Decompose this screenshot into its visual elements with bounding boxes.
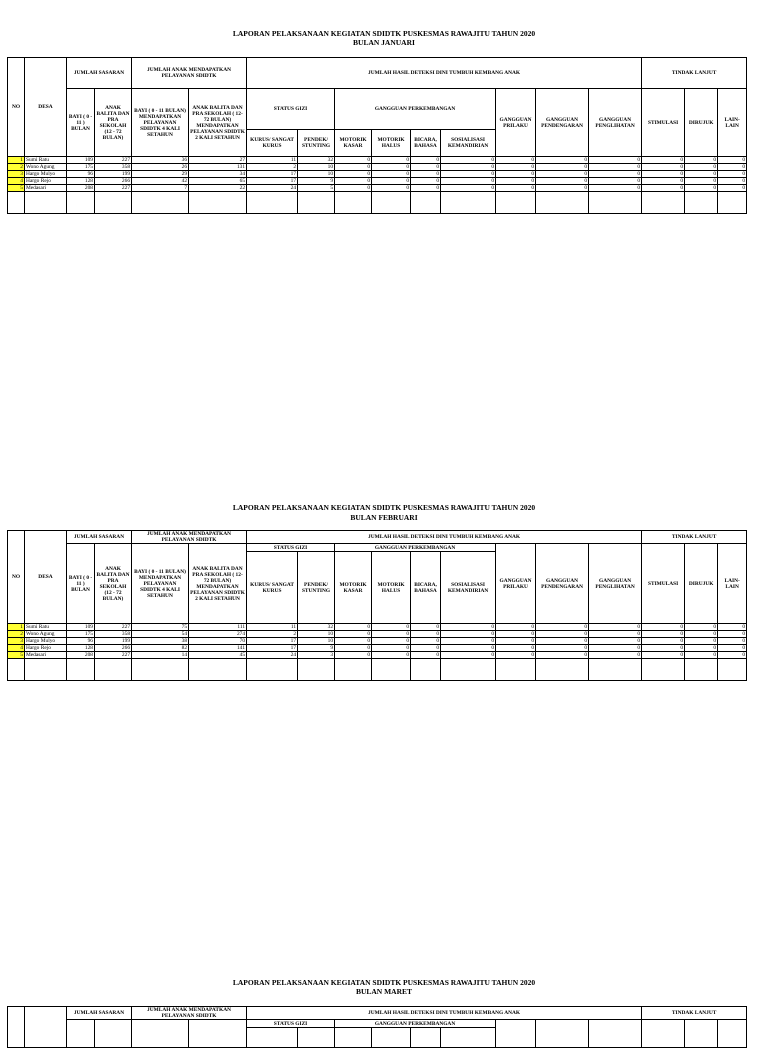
col-dirujuk: DIRUJUK [685,89,718,157]
table-cell: 0 [335,164,372,171]
table-cell: 75 [132,624,189,631]
table-cell: 0 [335,645,372,652]
group-deteksi: JUMLAH HASIL DETEKSI DINI TUMBUH KEMBANG ANAK [247,531,642,544]
table-cell: 0 [496,638,536,645]
table-cell: 274 [189,631,247,638]
table-cell: 208 [67,185,95,192]
village-name: Hargo Rejo [25,645,67,652]
col-bicara: BICARA, BAHASA [411,130,441,157]
col-bayi: BAYI ( 0 - 11 ) BULAN [67,89,95,157]
table-body [8,157,747,192]
col-pendengaran: GANGGUAN PENDENGARAN [536,544,589,624]
col-prilaku: GANGGUAN PRILAKU [496,89,536,157]
table-cell: 54 [132,631,189,638]
table-cell: 175 [67,631,95,638]
table-cell: 0 [411,164,441,171]
table-cell: 42 [132,178,189,185]
table-cell: 0 [441,185,496,192]
table-cell: 199 [95,171,132,178]
group-deteksi: JUMLAH HASIL DETEKSI DINI TUMBUH KEMBANG ANAK [247,58,642,89]
table-cell: 0 [536,638,589,645]
village-name: Hargo Mulyo [25,171,67,178]
table-cell: 38 [132,638,189,645]
table-cell: 0 [372,178,411,185]
table-cell: 0 [441,164,496,171]
village-name: Sumi Ratu [25,157,67,164]
group-jumlah-sasaran: JUMLAH SASARAN [67,531,132,544]
table-cell: 0 [536,645,589,652]
table-cell: 0 [589,178,642,185]
table-cell: 0 [718,645,747,652]
table-cell: 65 [189,178,247,185]
table-cell: 0 [441,171,496,178]
table-cell: 0 [335,624,372,631]
table-cell: 0 [589,164,642,171]
table-cell: 0 [335,631,372,638]
report-month: BULAN MARET [355,987,413,996]
table-cell: 0 [536,157,589,164]
table-cell: 227 [95,157,132,164]
group-jumlah-sasaran: JUMLAH SASARAN [67,58,132,89]
col-balita-dapat: ANAK BALITA DAN PRA SEKOLAH ( 12- 72 BULAN) MENDAPATKAN PELAYANAN SDIDTK 2 KALI SETAHUN [189,544,247,624]
col-sosialisasi: SOSIALISASI KEMANDIRIAN [441,130,496,157]
table-cell: 0 [718,631,747,638]
table-cell: 0 [372,164,411,171]
sdidtk-table [7,1006,747,1048]
table-cell: 0 [642,652,685,659]
empty-row [8,659,747,681]
table-cell: 141 [189,645,247,652]
table-cell: 34 [189,171,247,178]
table-cell: 0 [685,645,718,652]
table-cell: 0 [441,157,496,164]
table-cell: 32 [298,157,335,164]
table-cell: 0 [589,638,642,645]
row-number: 4 [8,178,25,185]
col-motorik-halus: MOTORIK HALUS [372,130,411,157]
col-penglihatan: GANGGUAN PENGLIHATAN [589,544,642,624]
table-cell: 0 [536,171,589,178]
table-cell: 0 [496,171,536,178]
table-cell: 0 [642,624,685,631]
table-cell: 11 [247,157,298,164]
col-motorik-kasar: MOTORIK KASAR [335,552,372,624]
table-cell: 0 [335,185,372,192]
col-no: NO [8,531,25,624]
table-row [8,185,747,192]
table-cell: 227 [95,185,132,192]
table-cell: 0 [411,178,441,185]
table-row [8,645,747,652]
table-cell: 175 [67,164,95,171]
report-title: LAPORAN PELAKSANAAN KEGIATAN SDIDTK PUSKESMAS RAWAJITU TAHUN 2020 [232,503,536,512]
col-motorik-kasar: MOTORIK KASAR [335,130,372,157]
table-cell: 0 [372,638,411,645]
table-cell: 96 [67,638,95,645]
table-cell: 358 [95,631,132,638]
table-cell: 0 [536,631,589,638]
table-row [8,164,747,171]
group-status-gizi: STATUS GIZI [247,544,335,552]
empty-row [8,192,747,214]
group-tindak-lanjut: TINDAK LANJUT [642,531,747,544]
table-cell: 0 [411,157,441,164]
table-cell: 109 [67,624,95,631]
table-cell: 5 [298,185,335,192]
col-bayi-dapat: BAYI ( 0 - 11 BULAN) MENDAPATKAN PELAYANAN SDIDTK 4 KALI SETAHUN [132,89,189,157]
table-cell: 0 [536,652,589,659]
table-cell: 208 [67,652,95,659]
col-desa: DESA [25,58,67,157]
village-name: Sumi Ratu [25,624,67,631]
table-cell: 36 [132,157,189,164]
group-status-gizi: STATUS GIZI [247,1020,335,1028]
table-cell: 0 [496,631,536,638]
table-cell: 0 [496,185,536,192]
table-cell: 0 [718,624,747,631]
col-bayi: BAYI ( 0 - 11 ) BULAN [67,544,95,624]
table-cell: 14 [132,652,189,659]
table-row [8,624,747,631]
table-cell: 0 [642,164,685,171]
sdidtk-table [7,530,747,681]
table-row [8,178,747,185]
table-cell: 0 [372,631,411,638]
col-desa: DESA [25,531,67,624]
table-cell: 0 [441,631,496,638]
table-cell: 0 [718,178,747,185]
table-cell: 0 [372,652,411,659]
table-cell: 0 [589,652,642,659]
col-pendengaran: GANGGUAN PENDENGARAN [536,89,589,157]
table-cell: 0 [642,631,685,638]
group-jumlah-anak: JUMLAH ANAK MENDAPATKAN PELAYANAN SDIDTK [132,531,247,544]
table-cell: 0 [441,652,496,659]
table-cell: 0 [718,638,747,645]
table-cell: 9 [298,645,335,652]
table-cell: 0 [411,185,441,192]
table-cell: 2 [247,164,298,171]
table-cell: 0 [642,645,685,652]
table-cell: 29 [132,171,189,178]
col-motorik-halus: MOTORIK HALUS [372,552,411,624]
table-cell: 358 [95,164,132,171]
table-cell: 0 [335,157,372,164]
table-cell: 0 [411,624,441,631]
col-stimulasi: STIMULASI [642,544,685,624]
table-cell: 0 [685,171,718,178]
table-cell: 0 [589,645,642,652]
row-number: 4 [8,645,25,652]
row-number: 1 [8,157,25,164]
table-row [8,171,747,178]
table-cell: 0 [718,171,747,178]
group-status-gizi: STATUS GIZI [247,89,335,130]
table-cell: 0 [411,638,441,645]
table-cell: 10 [298,164,335,171]
village-name: Medasari [25,652,67,659]
table-cell: 0 [642,171,685,178]
table-cell: 0 [685,624,718,631]
table-row [8,631,747,638]
table-cell: 7 [132,185,189,192]
table-cell: 128 [67,645,95,652]
table-cell: 0 [685,164,718,171]
table-cell: 24 [247,652,298,659]
col-prilaku: GANGGUAN PRILAKU [496,544,536,624]
group-tindak-lanjut: TINDAK LANJUT [642,1007,747,1020]
table-cell: 266 [95,178,132,185]
table-cell: 0 [536,178,589,185]
table-cell: 111 [189,624,247,631]
table-cell: 0 [335,652,372,659]
table-cell: 266 [95,645,132,652]
table-cell: 0 [589,157,642,164]
table-cell: 3 [298,652,335,659]
table-cell: 96 [67,171,95,178]
col-anak-balita: ANAK BALITA DAN PRA SEKOLAH (12 - 72 BULAN) [95,89,132,157]
table-cell: 17 [247,638,298,645]
row-number: 2 [8,164,25,171]
col-anak-balita: ANAK BALITA DAN PRA SEKOLAH (12 - 72 BULAN) [95,544,132,624]
col-desa [25,1007,67,1048]
table-cell: 17 [247,171,298,178]
col-pendek: PENDEK/ STUNTING [298,552,335,624]
table-cell: 0 [496,624,536,631]
table-cell: 0 [372,157,411,164]
table-cell: 0 [441,624,496,631]
table-cell: 0 [589,624,642,631]
table-cell: 131 [189,164,247,171]
table-cell: 0 [718,652,747,659]
table-cell: 128 [67,178,95,185]
row-number: 5 [8,185,25,192]
sdidtk-table [7,57,747,214]
table-cell: 0 [496,645,536,652]
table-cell: 0 [589,631,642,638]
table-cell: 0 [685,652,718,659]
table-cell: 0 [685,185,718,192]
table-row [8,157,747,164]
table-cell: 45 [189,652,247,659]
col-sosialisasi: SOSIALISASI KEMANDIRIAN [441,552,496,624]
table-cell: 0 [642,185,685,192]
report-title: LAPORAN PELAKSANAAN KEGIATAN SDIDTK PUSKESMAS RAWAJITU TAHUN 2020 [232,29,536,38]
col-no: NO [8,58,25,157]
col-pendek: PENDEK/ STUNTING [298,130,335,157]
table-cell: 24 [247,185,298,192]
village-name: Wono Agung [25,631,67,638]
table-cell: 0 [536,185,589,192]
col-bicara: BICARA, BAHASA [411,552,441,624]
table-cell: 70 [189,638,247,645]
table-cell: 0 [496,157,536,164]
table-cell: 109 [67,157,95,164]
col-no [8,1007,25,1048]
group-jumlah-anak: JUMLAH ANAK MENDAPATKAN PELAYANAN SDIDTK [132,58,247,89]
col-stimulasi: STIMULASI [642,89,685,157]
table-cell: 0 [685,631,718,638]
village-name: Wono Agung [25,164,67,171]
row-number: 2 [8,631,25,638]
table-cell: 0 [642,157,685,164]
table-cell: 0 [589,171,642,178]
table-row [8,638,747,645]
table-cell: 0 [441,645,496,652]
table-cell: 0 [372,624,411,631]
table-body [8,624,747,659]
group-deteksi: JUMLAH HASIL DETEKSI DINI TUMBUH KEMBANG ANAK [247,1007,642,1020]
col-penglihatan: GANGGUAN PENGLIHATAN [589,89,642,157]
table-cell: 227 [95,624,132,631]
table-cell: 17 [247,645,298,652]
table-cell: 10 [298,631,335,638]
table-cell: 0 [335,178,372,185]
village-name: Medasari [25,185,67,192]
table-cell: 2 [247,631,298,638]
table-cell: 0 [642,638,685,645]
table-cell: 0 [372,171,411,178]
table-cell: 0 [411,631,441,638]
table-cell: 0 [411,171,441,178]
row-number: 3 [8,638,25,645]
village-name: Hargo Mulyo [25,638,67,645]
report-month: BULAN FEBRUARI [350,513,418,522]
table-cell: 199 [95,638,132,645]
col-bayi-dapat: BAYI ( 0 - 11 BULAN) MENDAPATKAN PELAYANAN SDIDTK 4 KALI SETAHUN [132,544,189,624]
table-cell: 0 [335,171,372,178]
table-cell: 22 [189,185,247,192]
table-cell: 0 [411,652,441,659]
table-cell: 0 [642,178,685,185]
col-kurus: KURUS/ SANGAT KURUS [247,552,298,624]
table-cell: 0 [496,178,536,185]
table-cell: 9 [298,178,335,185]
village-name: Hargo Rejo [25,178,67,185]
table-cell: 0 [536,624,589,631]
table-row [8,652,747,659]
table-cell: 0 [685,157,718,164]
table-cell: 82 [132,645,189,652]
report-title: LAPORAN PELAKSANAAN KEGIATAN SDIDTK PUSKESMAS RAWAJITU TAHUN 2020 [232,978,536,987]
table-cell: 0 [441,638,496,645]
table-cell: 0 [441,178,496,185]
table-cell: 0 [536,164,589,171]
col-lain: LAIN- LAIN [718,89,747,157]
group-gangguan-perkembangan: GANGGUAN PERKEMBANGAN [335,544,496,552]
table-cell: 0 [589,185,642,192]
group-tindak-lanjut: TINDAK LANJUT [642,58,747,89]
table-cell: 32 [298,624,335,631]
table-cell: 0 [496,164,536,171]
table-cell: 0 [718,185,747,192]
col-dirujuk: DIRUJUK [685,544,718,624]
table-cell: 26 [132,164,189,171]
table-cell: 11 [247,624,298,631]
table-cell: 10 [298,638,335,645]
col-balita-dapat: ANAK BALITA DAN PRA SEKOLAH ( 12- 72 BULAN) MENDAPATKAN PELAYANAN SDIDTK 2 KALI SETAHUN [189,89,247,157]
group-jumlah-sasaran: JUMLAH SASARAN [67,1007,132,1020]
table-cell: 0 [372,185,411,192]
group-gangguan-perkembangan: GANGGUAN PERKEMBANGAN [335,1020,496,1028]
group-gangguan-perkembangan: GANGGUAN PERKEMBANGAN [335,89,496,130]
table-cell: 0 [718,157,747,164]
report-month: BULAN JANUARI [353,38,415,47]
table-cell: 0 [411,645,441,652]
table-cell: 17 [247,178,298,185]
table-cell: 227 [95,652,132,659]
table-cell: 0 [685,178,718,185]
group-jumlah-anak: JUMLAH ANAK MENDAPATKAN PELAYANAN SDIDTK [132,1007,247,1020]
table-cell: 10 [298,171,335,178]
row-number: 1 [8,624,25,631]
col-lain: LAIN- LAIN [718,544,747,624]
row-number: 5 [8,652,25,659]
table-cell: 0 [685,638,718,645]
col-kurus: KURUS/ SANGAT KURUS [247,130,298,157]
table-cell: 0 [372,645,411,652]
table-cell: 0 [496,652,536,659]
table-cell: 27 [189,157,247,164]
table-cell: 0 [335,638,372,645]
table-cell: 0 [718,164,747,171]
row-number: 3 [8,171,25,178]
